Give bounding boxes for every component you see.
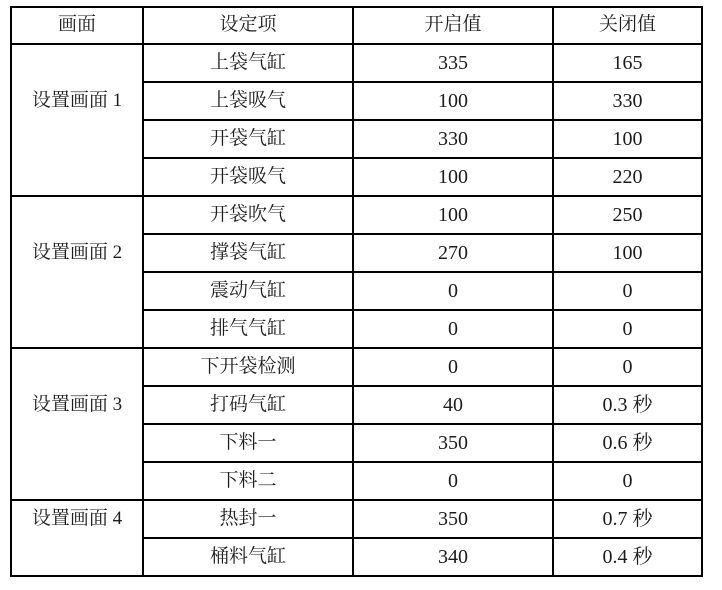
table-row [11,196,702,234]
off-value-cell: 0.7 秒 [553,500,702,538]
item-cell: 排气气缸 [143,310,353,348]
item-cell: 开袋吹气 [143,196,353,234]
on-value-cell: 350 [353,424,553,462]
off-value-cell: 0.4 秒 [553,538,702,576]
off-value-cell: 0 [553,272,702,310]
on-value-cell: 270 [353,234,553,272]
on-value-cell: 100 [353,196,553,234]
table-header-row [11,7,702,44]
on-value-cell: 0 [353,272,553,310]
on-value-cell: 350 [353,500,553,538]
table-row [11,44,702,82]
off-value-cell: 0.6 秒 [553,424,702,462]
group-label-screen-4: 设置画面 4 [11,500,143,576]
item-cell: 上袋吸气 [143,82,353,120]
col-header-item: 设定项 [143,7,353,44]
on-value-cell: 335 [353,44,553,82]
off-value-cell: 100 [553,234,702,272]
off-value-cell: 100 [553,120,702,158]
col-header-off-value: 关闭值 [553,7,702,44]
item-cell: 下料一 [143,424,353,462]
item-cell: 桶料气缸 [143,538,353,576]
table-row [11,500,702,538]
item-cell: 打码气缸 [143,386,353,424]
group-label-screen-1: 设置画面 1 [11,44,143,196]
on-value-cell: 100 [353,82,553,120]
table-row [11,348,702,386]
settings-table [10,6,703,577]
off-value-cell: 0 [553,310,702,348]
on-value-cell: 330 [353,120,553,158]
item-cell: 撑袋气缸 [143,234,353,272]
group-label-screen-3: 设置画面 3 [11,348,143,500]
off-value-cell: 0 [553,462,702,500]
group-label-screen-2: 设置画面 2 [11,196,143,348]
on-value-cell: 0 [353,348,553,386]
off-value-cell: 220 [553,158,702,196]
off-value-cell: 165 [553,44,702,82]
item-cell: 下料二 [143,462,353,500]
off-value-cell: 0.3 秒 [553,386,702,424]
off-value-cell: 0 [553,348,702,386]
on-value-cell: 340 [353,538,553,576]
item-cell: 开袋吸气 [143,158,353,196]
off-value-cell: 250 [553,196,702,234]
on-value-cell: 40 [353,386,553,424]
item-cell: 热封一 [143,500,353,538]
item-cell: 开袋气缸 [143,120,353,158]
item-cell: 下开袋检测 [143,348,353,386]
item-cell: 震动气缸 [143,272,353,310]
col-header-screen: 画面 [11,7,143,44]
off-value-cell: 330 [553,82,702,120]
on-value-cell: 100 [353,158,553,196]
on-value-cell: 0 [353,310,553,348]
col-header-on-value: 开启值 [353,7,553,44]
on-value-cell: 0 [353,462,553,500]
item-cell: 上袋气缸 [143,44,353,82]
